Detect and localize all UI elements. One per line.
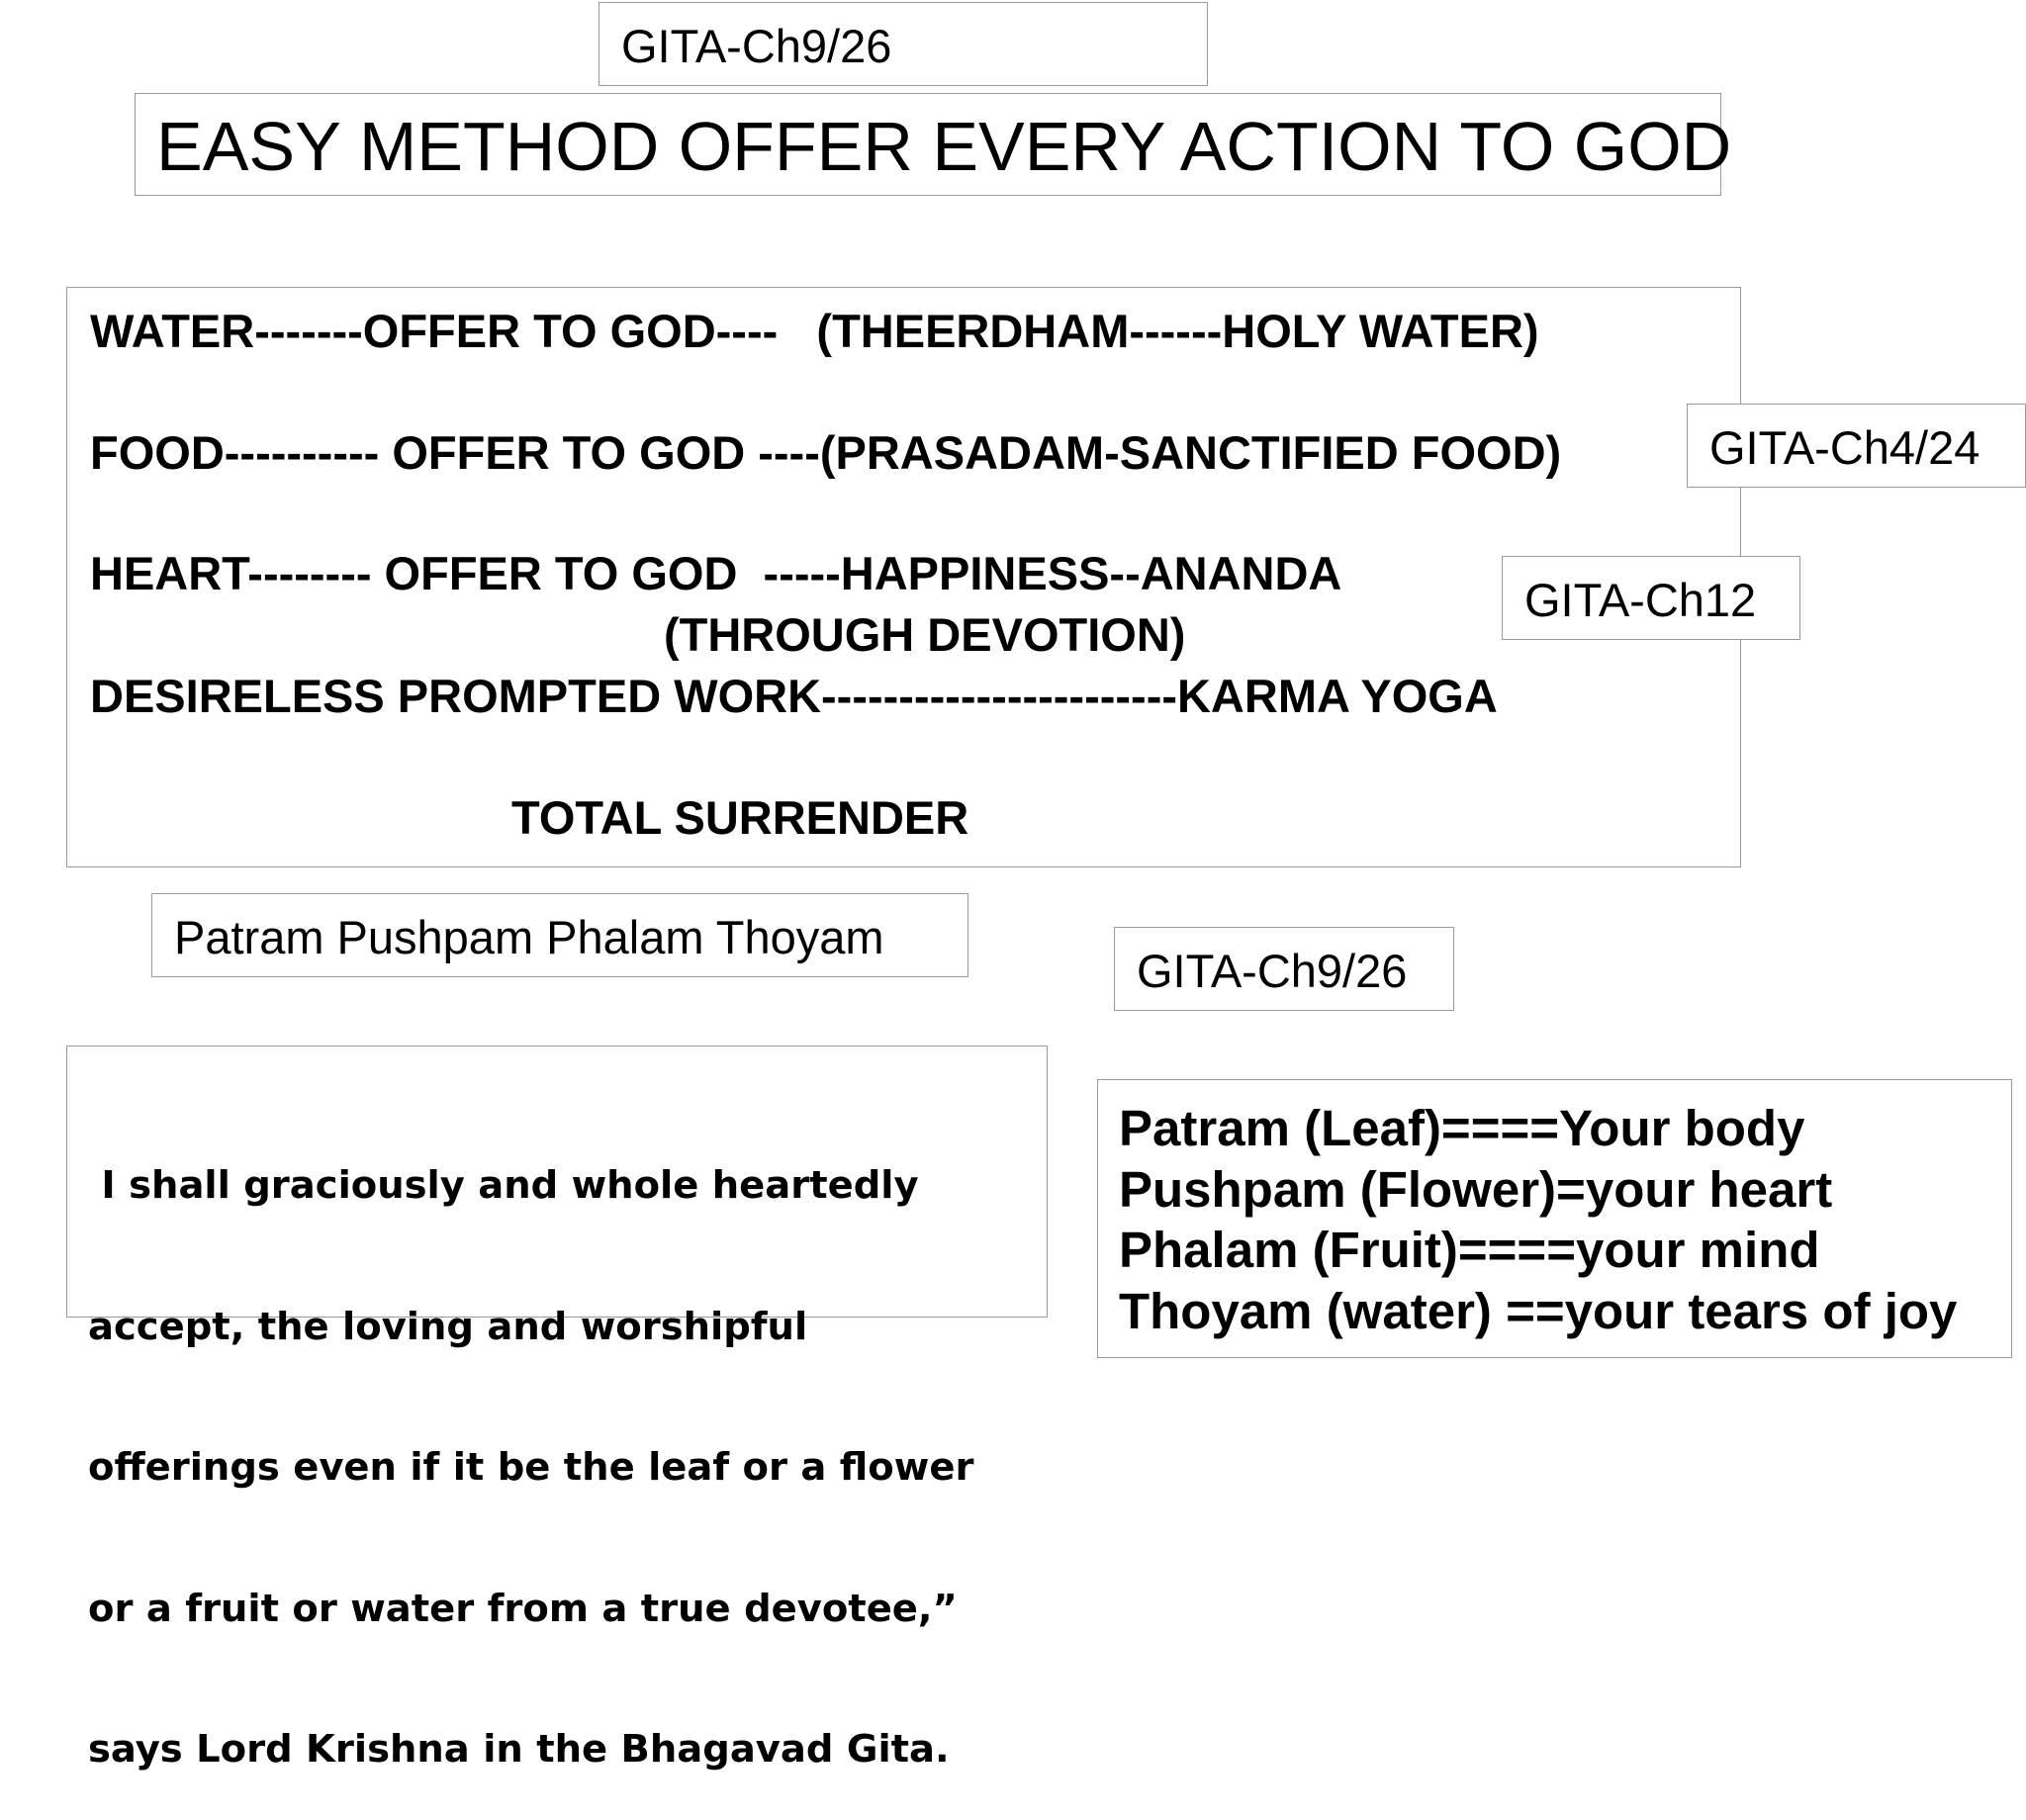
mantra-label: Patram Pushpam Phalam Thoyam [151,893,968,977]
quote-line: I shall graciously and whole heartedly [88,1163,919,1208]
devotion-line: (THROUGH DEVOTION) [664,608,1186,661]
total-surrender-line: TOTAL SURRENDER [511,791,969,844]
heart-offering-line: HEART-------- OFFER TO GOD -----HAPPINESS--ANANDA [90,547,1342,599]
gita-reference-ch4: GITA-Ch4/24 [1687,404,2026,488]
quote-line: says Lord Krishna in the Bhagavad Gita. [88,1727,950,1772]
quote-line: or a fruit or water from a true devotee,” [88,1586,958,1631]
krishna-quote [66,1046,1048,1772]
gita-reference-ch12: GITA-Ch12 [1502,556,1800,640]
water-offering-line: WATER-------OFFER TO GOD---- (THEERDHAM------HOLY WATER) [90,305,1539,357]
gita-reference-lower: GITA-Ch9/26 [1114,927,1454,1011]
quote-line: accept, the loving and worshipful [88,1304,808,1349]
meaning-pushpam: Pushpam (Flower)=your heart [1119,1160,1833,1218]
meaning-phalam: Phalam (Fruit)====your mind [1119,1222,1820,1278]
karma-yoga-line: DESIRELESS PROMPTED WORK-----------------------KARMA YOGA [90,670,1498,722]
offerings-box [66,287,1741,867]
meaning-thoyam: Thoyam (water) ==your tears of joy [1119,1282,1958,1339]
food-offering-line: FOOD---------- OFFER TO GOD ----(PRASADAM-SANCTIFIED FOOD) [90,426,1562,479]
meaning-patram: Patram (Leaf)====Your body [1119,1100,1805,1156]
gita-reference-top: GITA-Ch9/26 [599,2,1208,86]
quote-line: offerings even if it be the leaf or a flower [88,1445,974,1490]
meanings-box [1097,1079,2012,1358]
page-title: EASY METHOD OFFER EVERY ACTION TO GOD [135,93,1721,196]
